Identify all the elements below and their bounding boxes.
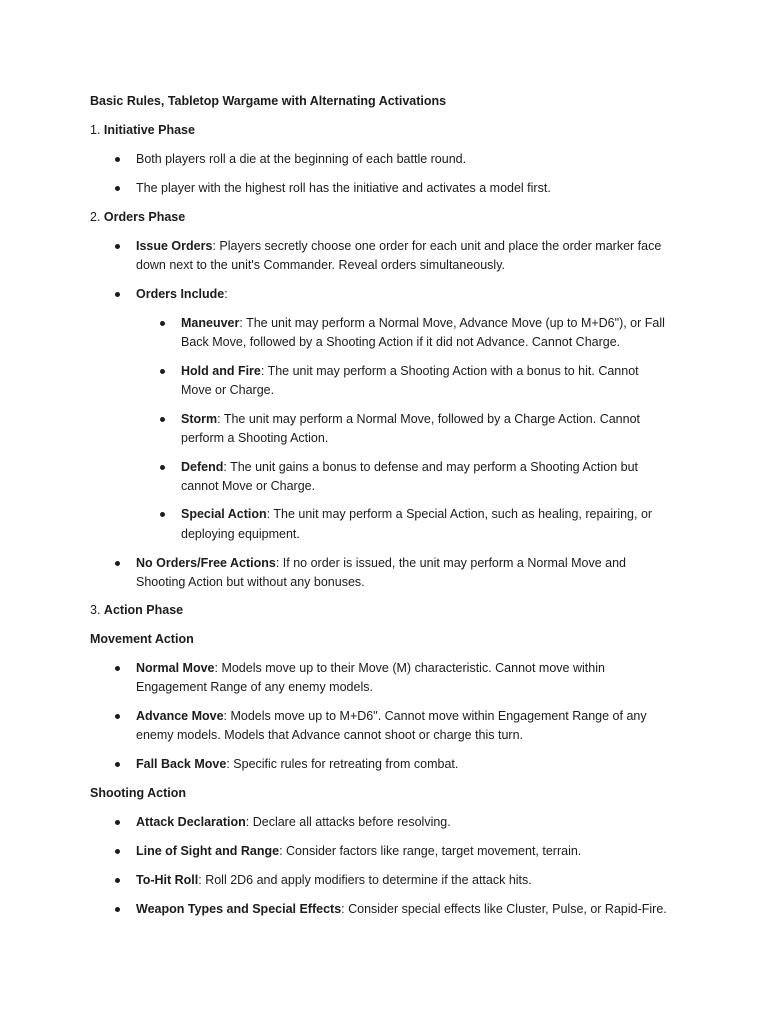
list-item-line-of-sight bbox=[136, 844, 581, 859]
item-text: : Declare all attacks before resolving. bbox=[245, 815, 451, 829]
title-text: Basic Rules, Tabletop Wargame with Alternating Activations bbox=[90, 94, 447, 108]
list-item-continuation: enemy models. Models that Advance cannot shoot or charge this turn. bbox=[136, 728, 524, 742]
order-item-special-action bbox=[181, 507, 652, 522]
bullet-icon bbox=[115, 292, 120, 297]
bullet-icon bbox=[160, 512, 165, 517]
item-text: : Consider factors like range, target movement, terrain. bbox=[279, 844, 582, 858]
list-item-continuation: Shooting Action but without any bonuses. bbox=[136, 575, 365, 589]
list-item-no-orders bbox=[136, 556, 626, 571]
list-item: Both players roll a die at the beginning of each battle round. bbox=[136, 152, 467, 166]
section-1-heading bbox=[90, 123, 195, 138]
order-item-hold-and-fire bbox=[181, 364, 639, 379]
item-term: Maneuver bbox=[181, 316, 240, 330]
item-text: : If no order is issued, the unit may perform a Normal Move and bbox=[275, 556, 627, 570]
item-text: : The unit may perform a Normal Move, Advance Move (up to M+D6"), or Fall bbox=[239, 316, 665, 330]
list-item-continuation: Back Move, followed by a Shooting Action if it did not Advance. Cannot Charge. bbox=[181, 335, 621, 349]
bullet-icon bbox=[115, 244, 120, 249]
item-term: Fall Back Move bbox=[136, 757, 227, 771]
list-item-fall-back-move bbox=[136, 757, 458, 772]
bullet-icon bbox=[115, 878, 120, 883]
bullet-icon bbox=[115, 714, 120, 719]
list-item-continuation: cannot Move or Charge. bbox=[181, 479, 316, 493]
document-title bbox=[90, 94, 446, 109]
section-number: 1. bbox=[90, 123, 101, 137]
item-text: : The unit may perform a Normal Move, followed by a Charge Action. Cannot bbox=[217, 412, 641, 426]
item-text: : Specific rules for retreating from combat. bbox=[226, 757, 459, 771]
item-text: : bbox=[224, 287, 228, 301]
item-term: Line of Sight and Range bbox=[136, 844, 280, 858]
bullet-icon bbox=[160, 369, 165, 374]
list-item-continuation: down next to the unit's Commander. Reveal orders simultaneously. bbox=[136, 258, 506, 272]
order-item-defend bbox=[181, 460, 638, 475]
item-term: Issue Orders bbox=[136, 239, 213, 253]
list-item-normal-move bbox=[136, 661, 605, 676]
bullet-icon bbox=[115, 561, 120, 566]
item-term: To-Hit Roll bbox=[136, 873, 199, 887]
list-item-continuation: Move or Charge. bbox=[181, 383, 275, 397]
section-number: 3. bbox=[90, 603, 101, 617]
list-item: The player with the highest roll has the initiative and activates a model first. bbox=[136, 181, 551, 195]
list-item-continuation: Engagement Range of any enemy models. bbox=[136, 680, 373, 694]
bullet-icon bbox=[115, 907, 120, 912]
item-text: : The unit may perform a Shooting Action with a bonus to hit. Cannot bbox=[260, 364, 639, 378]
bullet-icon bbox=[115, 820, 120, 825]
section-number: 2. bbox=[90, 210, 101, 224]
item-text: : Roll 2D6 and apply modifiers to determine if the attack hits. bbox=[198, 873, 532, 887]
item-text: : Consider special effects like Cluster, Pulse, or Rapid-Fire. bbox=[341, 902, 667, 916]
item-term: Storm bbox=[181, 412, 218, 426]
item-text: : The unit may perform a Special Action, such as healing, repairing, or bbox=[266, 507, 653, 521]
item-term: Orders Include bbox=[136, 287, 225, 301]
item-text: : The unit gains a bonus to defense and may perform a Shooting Action but bbox=[223, 460, 638, 474]
bullet-icon bbox=[115, 186, 120, 191]
item-term: Advance Move bbox=[136, 709, 224, 723]
bullet-icon bbox=[115, 849, 120, 854]
subheading-text: Shooting Action bbox=[90, 786, 187, 800]
order-item-storm bbox=[181, 412, 640, 427]
movement-action-heading bbox=[90, 632, 194, 647]
bullet-icon bbox=[115, 666, 120, 671]
list-item-orders-include bbox=[136, 287, 228, 302]
bullet-icon bbox=[115, 762, 120, 767]
section-3-heading bbox=[90, 603, 183, 618]
bullet-icon bbox=[160, 321, 165, 326]
item-term: Attack Declaration bbox=[136, 815, 246, 829]
order-item-maneuver bbox=[181, 316, 665, 331]
section-2-heading bbox=[90, 210, 185, 225]
item-term: Special Action bbox=[181, 507, 267, 521]
item-text: : Models move up to their Move (M) characteristic. Cannot move within bbox=[214, 661, 605, 675]
subheading-text: Movement Action bbox=[90, 632, 194, 646]
bullet-icon bbox=[160, 417, 165, 422]
section-heading-text: Orders Phase bbox=[103, 210, 186, 224]
list-item-weapon-types bbox=[136, 902, 667, 917]
list-item-continuation: deploying equipment. bbox=[181, 527, 300, 541]
item-term: Defend bbox=[181, 460, 224, 474]
bullet-icon bbox=[115, 157, 120, 162]
item-term: Weapon Types and Special Effects bbox=[136, 902, 342, 916]
item-text: : Models move up to M+D6". Cannot move within Engagement Range of any bbox=[223, 709, 647, 723]
section-heading-text: Initiative Phase bbox=[103, 123, 195, 137]
section-heading-text: Action Phase bbox=[103, 603, 184, 617]
list-item-attack-declaration bbox=[136, 815, 451, 830]
list-item-to-hit-roll bbox=[136, 873, 532, 888]
list-item-continuation: perform a Shooting Action. bbox=[181, 431, 329, 445]
item-text: : Players secretly choose one order for each unit and place the order marker face bbox=[212, 239, 662, 253]
item-term: Normal Move bbox=[136, 661, 215, 675]
list-item-issue-orders bbox=[136, 239, 661, 254]
item-term: Hold and Fire bbox=[181, 364, 261, 378]
bullet-icon bbox=[160, 465, 165, 470]
shooting-action-heading bbox=[90, 786, 186, 801]
list-item-advance-move bbox=[136, 709, 647, 724]
item-term: No Orders/Free Actions bbox=[136, 556, 276, 570]
